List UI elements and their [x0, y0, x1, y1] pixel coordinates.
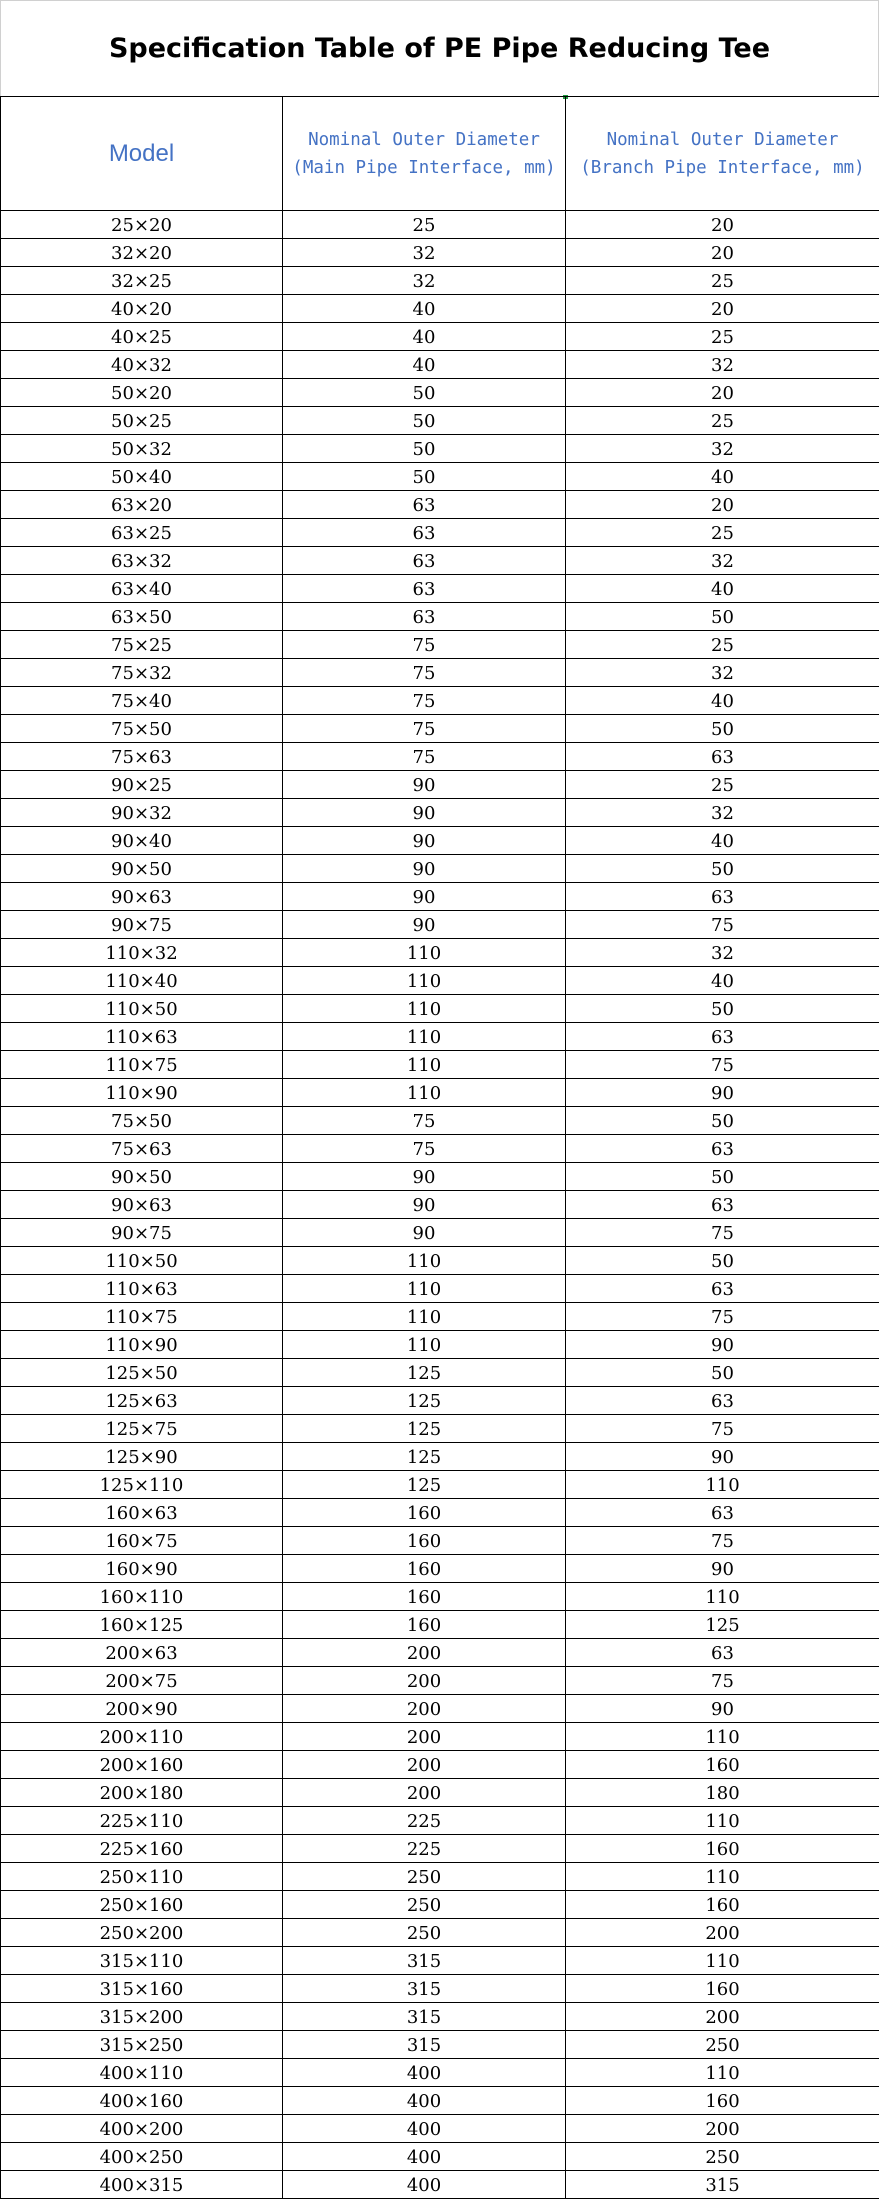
- main-diameter-cell: 50: [283, 379, 566, 407]
- table-row: [1, 967, 879, 995]
- branch-diameter-cell: 20: [566, 239, 879, 267]
- model-cell: 110×63: [1, 1023, 283, 1051]
- branch-diameter-cell: 25: [566, 771, 879, 799]
- table-row: [1, 1415, 879, 1443]
- model-cell: 200×63: [1, 1639, 283, 1667]
- branch-diameter-cell: 32: [566, 939, 879, 967]
- main-diameter-cell: 90: [283, 1191, 566, 1219]
- main-diameter-cell: 90: [283, 883, 566, 911]
- table-row: [1, 407, 879, 435]
- main-diameter-cell: 40: [283, 323, 566, 351]
- main-diameter-cell: 125: [283, 1443, 566, 1471]
- main-diameter-cell: 110: [283, 995, 566, 1023]
- branch-diameter-cell: 50: [566, 1107, 879, 1135]
- model-cell: 110×50: [1, 995, 283, 1023]
- branch-diameter-cell: 75: [566, 1051, 879, 1079]
- branch-diameter-cell: 40: [566, 687, 879, 715]
- branch-diameter-cell: 180: [566, 1779, 879, 1807]
- table-row: [1, 2115, 879, 2143]
- table-row: [1, 939, 879, 967]
- main-diameter-cell: 32: [283, 267, 566, 295]
- main-diameter-cell: 160: [283, 1583, 566, 1611]
- branch-diameter-cell: 90: [566, 1443, 879, 1471]
- branch-diameter-cell: 50: [566, 1359, 879, 1387]
- model-cell: 63×32: [1, 547, 283, 575]
- model-cell: 315×250: [1, 2031, 283, 2059]
- table-row: [1, 519, 879, 547]
- main-diameter-cell: 400: [283, 2143, 566, 2171]
- branch-diameter-cell: 20: [566, 379, 879, 407]
- model-cell: 40×32: [1, 351, 283, 379]
- model-cell: 50×40: [1, 463, 283, 491]
- main-diameter-cell: 125: [283, 1359, 566, 1387]
- model-cell: 63×50: [1, 603, 283, 631]
- main-diameter-cell: 25: [283, 211, 566, 239]
- main-diameter-cell: 90: [283, 911, 566, 939]
- table-row: [1, 2031, 879, 2059]
- main-diameter-cell: 160: [283, 1499, 566, 1527]
- table-row: [1, 463, 879, 491]
- branch-diameter-cell: 315: [566, 2171, 879, 2199]
- table-row: [1, 1079, 879, 1107]
- branch-diameter-cell: 160: [566, 2087, 879, 2115]
- main-diameter-cell: 110: [283, 1303, 566, 1331]
- main-diameter-cell: 63: [283, 603, 566, 631]
- model-cell: 315×110: [1, 1947, 283, 1975]
- branch-diameter-cell: 250: [566, 2031, 879, 2059]
- model-cell: 200×90: [1, 1695, 283, 1723]
- branch-diameter-cell: 160: [566, 1975, 879, 2003]
- main-diameter-cell: 400: [283, 2087, 566, 2115]
- branch-diameter-cell: 110: [566, 1723, 879, 1751]
- table-row: [1, 1331, 879, 1359]
- table-row: [1, 1779, 879, 1807]
- branch-diameter-cell: 25: [566, 323, 879, 351]
- model-cell: 50×20: [1, 379, 283, 407]
- main-diameter-cell: 160: [283, 1555, 566, 1583]
- table-row: [1, 1135, 879, 1163]
- table-row: [1, 687, 879, 715]
- table-row: [1, 2003, 879, 2031]
- table-row: [1, 827, 879, 855]
- model-cell: 400×200: [1, 2115, 283, 2143]
- model-cell: 90×50: [1, 855, 283, 883]
- branch-diameter-cell: 63: [566, 1135, 879, 1163]
- branch-diameter-cell: 63: [566, 1191, 879, 1219]
- model-cell: 225×110: [1, 1807, 283, 1835]
- model-cell: 40×25: [1, 323, 283, 351]
- main-diameter-cell: 315: [283, 2003, 566, 2031]
- branch-diameter-cell: 32: [566, 799, 879, 827]
- main-diameter-cell: 160: [283, 1611, 566, 1639]
- main-diameter-cell: 110: [283, 1275, 566, 1303]
- table-row: [1, 295, 879, 323]
- branch-diameter-cell: 50: [566, 603, 879, 631]
- model-cell: 63×20: [1, 491, 283, 519]
- table-row: [1, 1191, 879, 1219]
- table-row: [1, 799, 879, 827]
- branch-diameter-cell: 63: [566, 1023, 879, 1051]
- header-main-line2: (Main Pipe Interface, mm): [292, 157, 556, 178]
- main-diameter-cell: 125: [283, 1415, 566, 1443]
- branch-diameter-cell: 25: [566, 519, 879, 547]
- main-diameter-cell: 50: [283, 435, 566, 463]
- main-diameter-cell: 32: [283, 239, 566, 267]
- model-cell: 90×40: [1, 827, 283, 855]
- branch-diameter-cell: 90: [566, 1695, 879, 1723]
- main-diameter-cell: 75: [283, 659, 566, 687]
- model-cell: 25×20: [1, 211, 283, 239]
- main-diameter-cell: 225: [283, 1835, 566, 1863]
- model-cell: 90×63: [1, 1191, 283, 1219]
- table-row: [1, 2087, 879, 2115]
- model-cell: 160×63: [1, 1499, 283, 1527]
- main-diameter-cell: 110: [283, 1247, 566, 1275]
- branch-diameter-cell: 40: [566, 463, 879, 491]
- main-diameter-cell: 40: [283, 351, 566, 379]
- table-row: [1, 547, 879, 575]
- branch-diameter-cell: 75: [566, 1303, 879, 1331]
- table-row: [1, 323, 879, 351]
- branch-diameter-cell: 110: [566, 1863, 879, 1891]
- model-cell: 400×315: [1, 2171, 283, 2199]
- branch-diameter-cell: 110: [566, 1947, 879, 1975]
- table-row: [1, 1667, 879, 1695]
- branch-diameter-cell: 110: [566, 1583, 879, 1611]
- table-row: [1, 1975, 879, 2003]
- main-diameter-cell: 110: [283, 939, 566, 967]
- main-diameter-cell: 160: [283, 1527, 566, 1555]
- branch-diameter-cell: 63: [566, 1639, 879, 1667]
- branch-diameter-cell: 200: [566, 2115, 879, 2143]
- main-diameter-cell: 315: [283, 2031, 566, 2059]
- model-cell: 110×63: [1, 1275, 283, 1303]
- model-cell: 225×160: [1, 1835, 283, 1863]
- model-cell: 75×50: [1, 1107, 283, 1135]
- branch-diameter-cell: 40: [566, 967, 879, 995]
- table-row: [1, 1275, 879, 1303]
- table-row: [1, 1639, 879, 1667]
- header-branch-line2: (Branch Pipe Interface, mm): [580, 157, 865, 178]
- model-cell: 110×90: [1, 1331, 283, 1359]
- main-diameter-cell: 50: [283, 407, 566, 435]
- table-row: [1, 1947, 879, 1975]
- table-row: [1, 267, 879, 295]
- branch-diameter-cell: 160: [566, 1891, 879, 1919]
- table-row: [1, 771, 879, 799]
- branch-diameter-cell: 25: [566, 267, 879, 295]
- table-row: [1, 1359, 879, 1387]
- table-row: [1, 1555, 879, 1583]
- main-diameter-cell: 200: [283, 1751, 566, 1779]
- branch-diameter-cell: 25: [566, 631, 879, 659]
- branch-diameter-cell: 160: [566, 1835, 879, 1863]
- main-diameter-cell: 63: [283, 575, 566, 603]
- branch-diameter-cell: 110: [566, 2059, 879, 2087]
- branch-diameter-cell: 110: [566, 1471, 879, 1499]
- table-row: [1, 1471, 879, 1499]
- main-diameter-cell: 90: [283, 799, 566, 827]
- branch-diameter-cell: 200: [566, 2003, 879, 2031]
- branch-diameter-cell: 75: [566, 1667, 879, 1695]
- branch-diameter-cell: 63: [566, 883, 879, 911]
- header-model: Model: [1, 97, 283, 211]
- model-cell: 32×25: [1, 267, 283, 295]
- branch-diameter-cell: 90: [566, 1331, 879, 1359]
- branch-diameter-cell: 32: [566, 435, 879, 463]
- table-row: [1, 1919, 879, 1947]
- model-cell: 90×32: [1, 799, 283, 827]
- table-row: [1, 855, 879, 883]
- main-diameter-cell: 110: [283, 1051, 566, 1079]
- model-cell: 75×32: [1, 659, 283, 687]
- table-row: [1, 1863, 879, 1891]
- table-row: [1, 883, 879, 911]
- table-row: [1, 1611, 879, 1639]
- branch-diameter-cell: 75: [566, 1415, 879, 1443]
- model-cell: 125×75: [1, 1415, 283, 1443]
- table-row: [1, 1583, 879, 1611]
- model-cell: 110×50: [1, 1247, 283, 1275]
- model-cell: 75×40: [1, 687, 283, 715]
- main-diameter-cell: 315: [283, 1975, 566, 2003]
- model-cell: 110×90: [1, 1079, 283, 1107]
- model-cell: 40×20: [1, 295, 283, 323]
- table-row: [1, 1051, 879, 1079]
- model-cell: 110×75: [1, 1303, 283, 1331]
- model-cell: 200×75: [1, 1667, 283, 1695]
- table-row: [1, 911, 879, 939]
- model-cell: 75×25: [1, 631, 283, 659]
- main-diameter-cell: 200: [283, 1639, 566, 1667]
- main-diameter-cell: 63: [283, 491, 566, 519]
- table-row: [1, 995, 879, 1023]
- main-diameter-cell: 110: [283, 1079, 566, 1107]
- model-cell: 63×40: [1, 575, 283, 603]
- main-diameter-cell: 110: [283, 967, 566, 995]
- main-diameter-cell: 200: [283, 1779, 566, 1807]
- table-row: [1, 211, 879, 239]
- main-diameter-cell: 225: [283, 1807, 566, 1835]
- model-cell: 250×200: [1, 1919, 283, 1947]
- table-row: [1, 631, 879, 659]
- main-diameter-cell: 75: [283, 715, 566, 743]
- header-row: [1, 97, 879, 211]
- main-diameter-cell: 40: [283, 295, 566, 323]
- model-cell: 75×63: [1, 1135, 283, 1163]
- table-row: [1, 603, 879, 631]
- branch-diameter-cell: 75: [566, 1527, 879, 1555]
- table-row: [1, 1527, 879, 1555]
- main-diameter-cell: 90: [283, 1163, 566, 1191]
- branch-diameter-cell: 90: [566, 1555, 879, 1583]
- header-branch-pipe: [566, 97, 879, 211]
- main-diameter-cell: 200: [283, 1667, 566, 1695]
- main-diameter-cell: 400: [283, 2115, 566, 2143]
- model-cell: 200×160: [1, 1751, 283, 1779]
- branch-diameter-cell: 110: [566, 1807, 879, 1835]
- model-cell: 110×32: [1, 939, 283, 967]
- table-row: [1, 1499, 879, 1527]
- main-diameter-cell: 90: [283, 855, 566, 883]
- main-diameter-cell: 110: [283, 1331, 566, 1359]
- branch-diameter-cell: 20: [566, 491, 879, 519]
- model-cell: 125×50: [1, 1359, 283, 1387]
- main-diameter-cell: 110: [283, 1023, 566, 1051]
- main-diameter-cell: 200: [283, 1695, 566, 1723]
- table-row: [1, 575, 879, 603]
- table-row: [1, 1695, 879, 1723]
- branch-diameter-cell: 125: [566, 1611, 879, 1639]
- model-cell: 125×90: [1, 1443, 283, 1471]
- table-row: [1, 1835, 879, 1863]
- table-row: [1, 1751, 879, 1779]
- model-cell: 315×160: [1, 1975, 283, 2003]
- model-cell: 90×75: [1, 1219, 283, 1247]
- branch-diameter-cell: 50: [566, 1247, 879, 1275]
- branch-diameter-cell: 32: [566, 659, 879, 687]
- branch-diameter-cell: 40: [566, 575, 879, 603]
- table-row: [1, 659, 879, 687]
- model-cell: 250×160: [1, 1891, 283, 1919]
- main-diameter-cell: 400: [283, 2171, 566, 2199]
- table-row: [1, 2171, 879, 2199]
- header-main-pipe: [283, 97, 566, 211]
- table-row: [1, 239, 879, 267]
- model-cell: 75×50: [1, 715, 283, 743]
- model-cell: 160×125: [1, 1611, 283, 1639]
- table-row: [1, 743, 879, 771]
- model-cell: 110×40: [1, 967, 283, 995]
- model-cell: 200×180: [1, 1779, 283, 1807]
- model-cell: 315×200: [1, 2003, 283, 2031]
- table-row: [1, 351, 879, 379]
- main-diameter-cell: 90: [283, 771, 566, 799]
- main-diameter-cell: 250: [283, 1863, 566, 1891]
- branch-diameter-cell: 63: [566, 1275, 879, 1303]
- spec-table: [0, 96, 879, 2199]
- table-row: [1, 1807, 879, 1835]
- table-row: [1, 1163, 879, 1191]
- model-cell: 75×63: [1, 743, 283, 771]
- table-row: [1, 2143, 879, 2171]
- main-diameter-cell: 250: [283, 1891, 566, 1919]
- table-row: [1, 379, 879, 407]
- model-cell: 90×63: [1, 883, 283, 911]
- main-diameter-cell: 75: [283, 743, 566, 771]
- main-diameter-cell: 125: [283, 1387, 566, 1415]
- table-row: [1, 1387, 879, 1415]
- branch-diameter-cell: 20: [566, 295, 879, 323]
- main-diameter-cell: 400: [283, 2059, 566, 2087]
- model-cell: 400×160: [1, 2087, 283, 2115]
- main-diameter-cell: 63: [283, 519, 566, 547]
- table-body: [1, 211, 879, 2199]
- model-cell: 250×110: [1, 1863, 283, 1891]
- model-cell: 110×75: [1, 1051, 283, 1079]
- table-row: [1, 1219, 879, 1247]
- model-cell: 160×90: [1, 1555, 283, 1583]
- table-row: [1, 1023, 879, 1051]
- table-row: [1, 1303, 879, 1331]
- model-cell: 125×63: [1, 1387, 283, 1415]
- table-row: [1, 2059, 879, 2087]
- main-diameter-cell: 63: [283, 547, 566, 575]
- model-cell: 160×110: [1, 1583, 283, 1611]
- table-row: [1, 491, 879, 519]
- header-branch-line1: Nominal Outer Diameter: [606, 129, 839, 150]
- model-cell: 90×25: [1, 771, 283, 799]
- branch-diameter-cell: 20: [566, 211, 879, 239]
- main-diameter-cell: 125: [283, 1471, 566, 1499]
- branch-diameter-cell: 50: [566, 1163, 879, 1191]
- main-diameter-cell: 75: [283, 1135, 566, 1163]
- branch-diameter-cell: 40: [566, 827, 879, 855]
- branch-diameter-cell: 63: [566, 743, 879, 771]
- model-cell: 160×75: [1, 1527, 283, 1555]
- branch-diameter-cell: 75: [566, 911, 879, 939]
- page-title: Specification Table of PE Pipe Reducing Tee: [0, 0, 879, 96]
- branch-diameter-cell: 200: [566, 1919, 879, 1947]
- table-row: [1, 1247, 879, 1275]
- model-cell: 400×110: [1, 2059, 283, 2087]
- branch-diameter-cell: 90: [566, 1079, 879, 1107]
- model-cell: 125×110: [1, 1471, 283, 1499]
- branch-diameter-cell: 50: [566, 995, 879, 1023]
- main-diameter-cell: 75: [283, 631, 566, 659]
- main-diameter-cell: 75: [283, 1107, 566, 1135]
- table-row: [1, 715, 879, 743]
- table-row: [1, 1723, 879, 1751]
- table-row: [1, 1891, 879, 1919]
- model-cell: 63×25: [1, 519, 283, 547]
- model-cell: 90×75: [1, 911, 283, 939]
- model-cell: 32×20: [1, 239, 283, 267]
- branch-diameter-cell: 63: [566, 1387, 879, 1415]
- branch-diameter-cell: 160: [566, 1751, 879, 1779]
- header-main-line1: Nominal Outer Diameter: [308, 129, 540, 150]
- main-diameter-cell: 90: [283, 827, 566, 855]
- branch-diameter-cell: 63: [566, 1499, 879, 1527]
- main-diameter-cell: 250: [283, 1919, 566, 1947]
- branch-diameter-cell: 250: [566, 2143, 879, 2171]
- branch-diameter-cell: 75: [566, 1219, 879, 1247]
- main-diameter-cell: 90: [283, 1219, 566, 1247]
- model-cell: 50×32: [1, 435, 283, 463]
- model-cell: 90×50: [1, 1163, 283, 1191]
- branch-diameter-cell: 32: [566, 351, 879, 379]
- branch-diameter-cell: 25: [566, 407, 879, 435]
- table-row: [1, 435, 879, 463]
- main-diameter-cell: 315: [283, 1947, 566, 1975]
- main-diameter-cell: 50: [283, 463, 566, 491]
- branch-diameter-cell: 50: [566, 855, 879, 883]
- branch-diameter-cell: 50: [566, 715, 879, 743]
- main-diameter-cell: 200: [283, 1723, 566, 1751]
- branch-diameter-cell: 32: [566, 547, 879, 575]
- model-cell: 50×25: [1, 407, 283, 435]
- model-cell: 200×110: [1, 1723, 283, 1751]
- model-cell: 400×250: [1, 2143, 283, 2171]
- main-diameter-cell: 75: [283, 687, 566, 715]
- table-row: [1, 1107, 879, 1135]
- table-row: [1, 1443, 879, 1471]
